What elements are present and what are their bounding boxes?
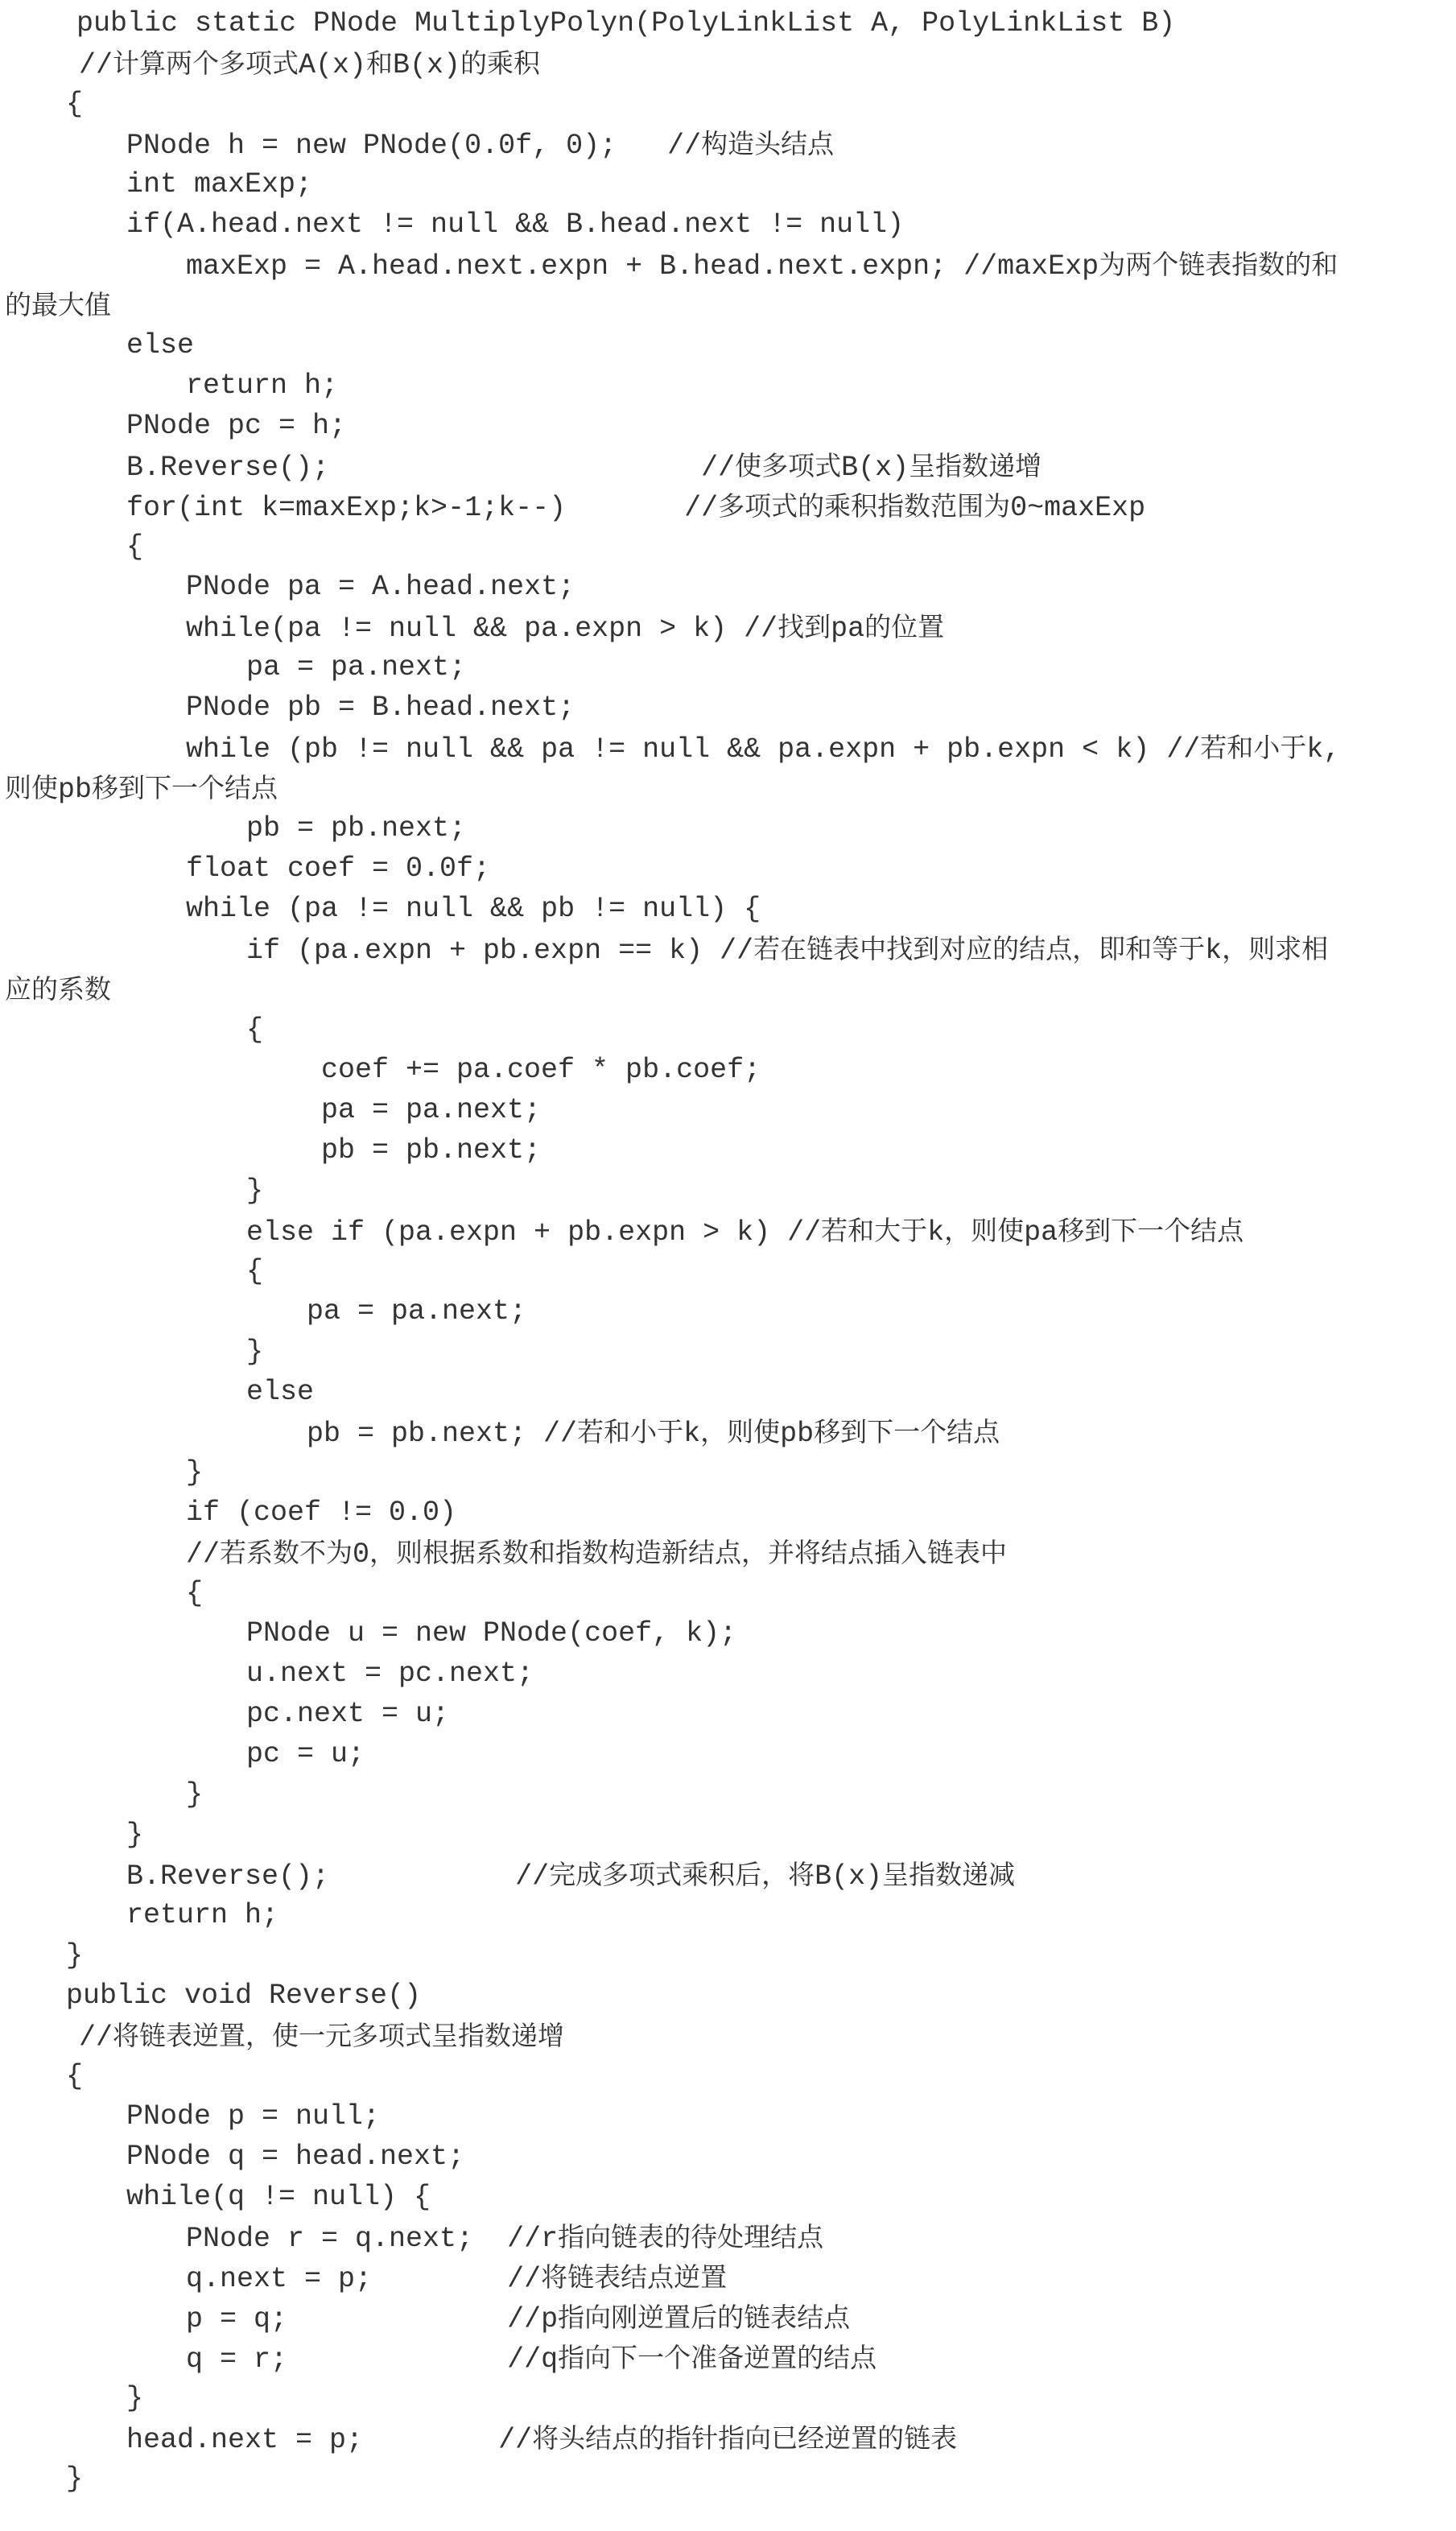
code-line: B.Reverse(); //使多项式B(x)呈指数递增 — [126, 450, 1042, 484]
code-line: return h; — [126, 1899, 279, 1931]
code-line: } — [126, 2382, 144, 2414]
code-line: if (pa.expn + pb.expn == k) //若在链表中找到对应的结点，即和等于k，则求相 — [246, 933, 1329, 967]
code-line: { — [246, 1255, 264, 1287]
code-line: pa = pa.next; — [307, 1295, 527, 1327]
code-line: PNode h = new PNode(0.0f, 0); //构造头结点 — [126, 128, 835, 162]
code-line: PNode pa = A.head.next; — [186, 571, 575, 603]
code-line: { — [126, 531, 144, 563]
code-line: } — [186, 1456, 204, 1488]
code-line: while(q != null) { — [126, 2181, 431, 2213]
code-line: PNode u = new PNode(coef, k); — [246, 1617, 737, 1649]
code-line: u.next = pc.next; — [246, 1658, 534, 1690]
code-line: 则使pb移到下一个结点 — [5, 772, 278, 806]
code-line: { — [186, 1577, 204, 1609]
code-line: q.next = p; //将链表结点逆置 — [186, 2261, 728, 2295]
code-line: return h; — [186, 370, 339, 402]
code-line: pa = pa.next; — [321, 1094, 542, 1126]
code-line: else — [246, 1376, 315, 1408]
code-line: q = r; //q指向下一个准备逆置的结点 — [186, 2342, 877, 2376]
code-line: if (coef != 0.0) — [186, 1497, 457, 1529]
code-line: PNode r = q.next; //r指向链表的待处理结点 — [186, 2221, 824, 2255]
code-line: if(A.head.next != null && B.head.next != null) — [126, 209, 905, 241]
code-line: for(int k=maxExp;k>-1;k--) //多项式的乘积指数范围为0~maxExp — [126, 490, 1146, 524]
code-line: 应的系数 — [5, 973, 111, 1005]
code-line: pc.next = u; — [246, 1698, 450, 1730]
code-line: float coef = 0.0f; — [186, 853, 491, 885]
code-line: //计算两个多项式A(x)和B(x)的乘积 — [79, 47, 541, 81]
code-line: { — [66, 88, 84, 120]
code-line: else if (pa.expn + pb.expn > k) //若和大于k，则使pa移到下一个结点 — [246, 1215, 1244, 1249]
code-line: { — [246, 1014, 264, 1046]
code-line: PNode pb = B.head.next; — [186, 692, 575, 724]
code-line: pb = pb.next; — [321, 1134, 542, 1166]
code-line: } — [246, 1336, 264, 1368]
code-line: } — [66, 1939, 84, 1972]
code-line: maxExp = A.head.next.expn + B.head.next.expn; //maxExp为两个链表指数的和 — [186, 249, 1338, 283]
code-line: pc = u; — [246, 1738, 365, 1770]
code-line: pa = pa.next; — [246, 651, 467, 683]
code-line: } — [126, 1819, 144, 1851]
code-line: public static PNode MultiplyPolyn(PolyLinkList A, PolyLinkList B) — [76, 7, 1176, 39]
code-line: } — [246, 1175, 264, 1207]
code-line: //将链表逆置，使一元多项式呈指数递增 — [79, 2020, 565, 2054]
code-line: while (pb != null && pa != null && pa.expn + pb.expn < k) //若和小于k, — [186, 732, 1341, 766]
code-line: } — [186, 1778, 204, 1811]
code-line: while (pa != null && pb != null) { — [186, 893, 761, 925]
code-line: public void Reverse() — [66, 1980, 422, 2012]
code-line: PNode p = null; — [126, 2100, 381, 2133]
code-line: pb = pb.next; //若和小于k，则使pb移到下一个结点 — [307, 1416, 1000, 1450]
code-line: //若系数不为0，则根据系数和指数构造新结点，并将结点插入链表中 — [186, 1537, 1008, 1571]
code-line: PNode pc = h; — [126, 410, 347, 442]
code-line: } — [66, 2463, 84, 2495]
code-line: head.next = p; //将头结点的指针指向已经逆置的链表 — [126, 2422, 958, 2456]
code-line: while(pa != null && pa.expn > k) //找到pa的位置 — [186, 611, 945, 645]
code-line: int maxExp; — [126, 168, 313, 200]
code-line: else — [126, 329, 195, 361]
code-line: coef += pa.coef * pb.coef; — [321, 1054, 761, 1086]
code-line: PNode q = head.next; — [126, 2141, 465, 2173]
code-line: { — [66, 2060, 84, 2092]
code-line: B.Reverse(); //完成多项式乘积后，将B(x)呈指数递减 — [126, 1859, 1016, 1893]
code-line: 的最大值 — [5, 289, 111, 320]
code-line: pb = pb.next; — [246, 812, 467, 844]
code-line: p = q; //p指向刚逆置后的链表结点 — [186, 2302, 851, 2335]
